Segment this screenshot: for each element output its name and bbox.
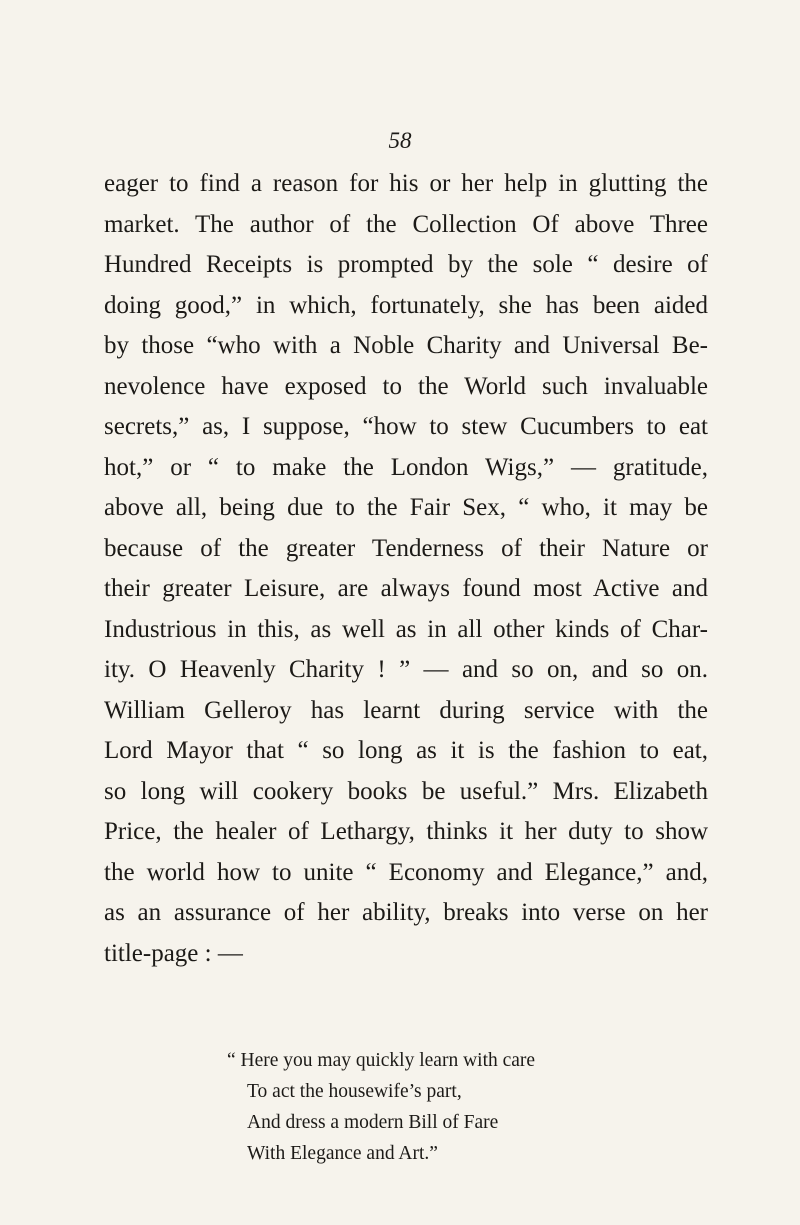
text-line: Hundred Receipts is prompted by the sole “ desire of: [104, 251, 708, 278]
text-line: so long will cookery books be useful.” Mrs. Elizabeth: [104, 777, 708, 805]
text-line: William Gelleroy has learnt during service with the: [104, 696, 708, 724]
text-line: above all, being due to the Fair Sex, “ who, it may be: [104, 494, 708, 521]
text-line: by those “who with a Noble Charity and Universal Be-: [104, 332, 708, 359]
text-line: market. The author of the Collection Of above Three: [104, 210, 708, 238]
text-line: Industrious in this, as well as in all other kinds of Char-: [104, 615, 708, 643]
verse-line: “ Here you may quickly learn with care: [227, 1050, 536, 1071]
verse-line: And dress a modern Bill of Fare: [247, 1112, 499, 1133]
text-line: the world how to unite “ Economy and Elegance,” and,: [104, 858, 708, 886]
text-line: as an assurance of her ability, breaks into verse on her: [104, 899, 708, 926]
text-line: doing good,” in which, fortunately, she has been aided: [104, 291, 708, 319]
text-line: Lord Mayor that “ so long as it is the fashion to eat,: [104, 737, 708, 764]
text-line: ity. O Heavenly Charity ! ” — and so on, and so on.: [104, 656, 708, 683]
text-line: nevolence have exposed to the World such invaluable: [104, 372, 708, 400]
text-line: Price, the healer of Lethargy, thinks it her duty to show: [104, 818, 708, 845]
text-line: eager to find a reason for his or her help in glutting the: [104, 170, 708, 197]
text-line: secrets,” as, I suppose, “how to stew Cucumbers to eat: [104, 413, 708, 440]
text-line: their greater Leisure, are always found most Active and: [104, 575, 708, 602]
text-line: title-page : —: [104, 939, 243, 967]
verse-line: With Elegance and Art.”: [247, 1143, 438, 1164]
text-line: hot,” or “ to make the London Wigs,” — gratitude,: [104, 453, 708, 481]
verse-quote: [0, 1045, 800, 1169]
body-paragraph: [104, 164, 708, 974]
verse-line: To act the housewife’s part,: [247, 1081, 462, 1102]
text-line: because of the greater Tenderness of their Nature or: [104, 534, 708, 562]
page-number: 58: [388, 128, 412, 153]
